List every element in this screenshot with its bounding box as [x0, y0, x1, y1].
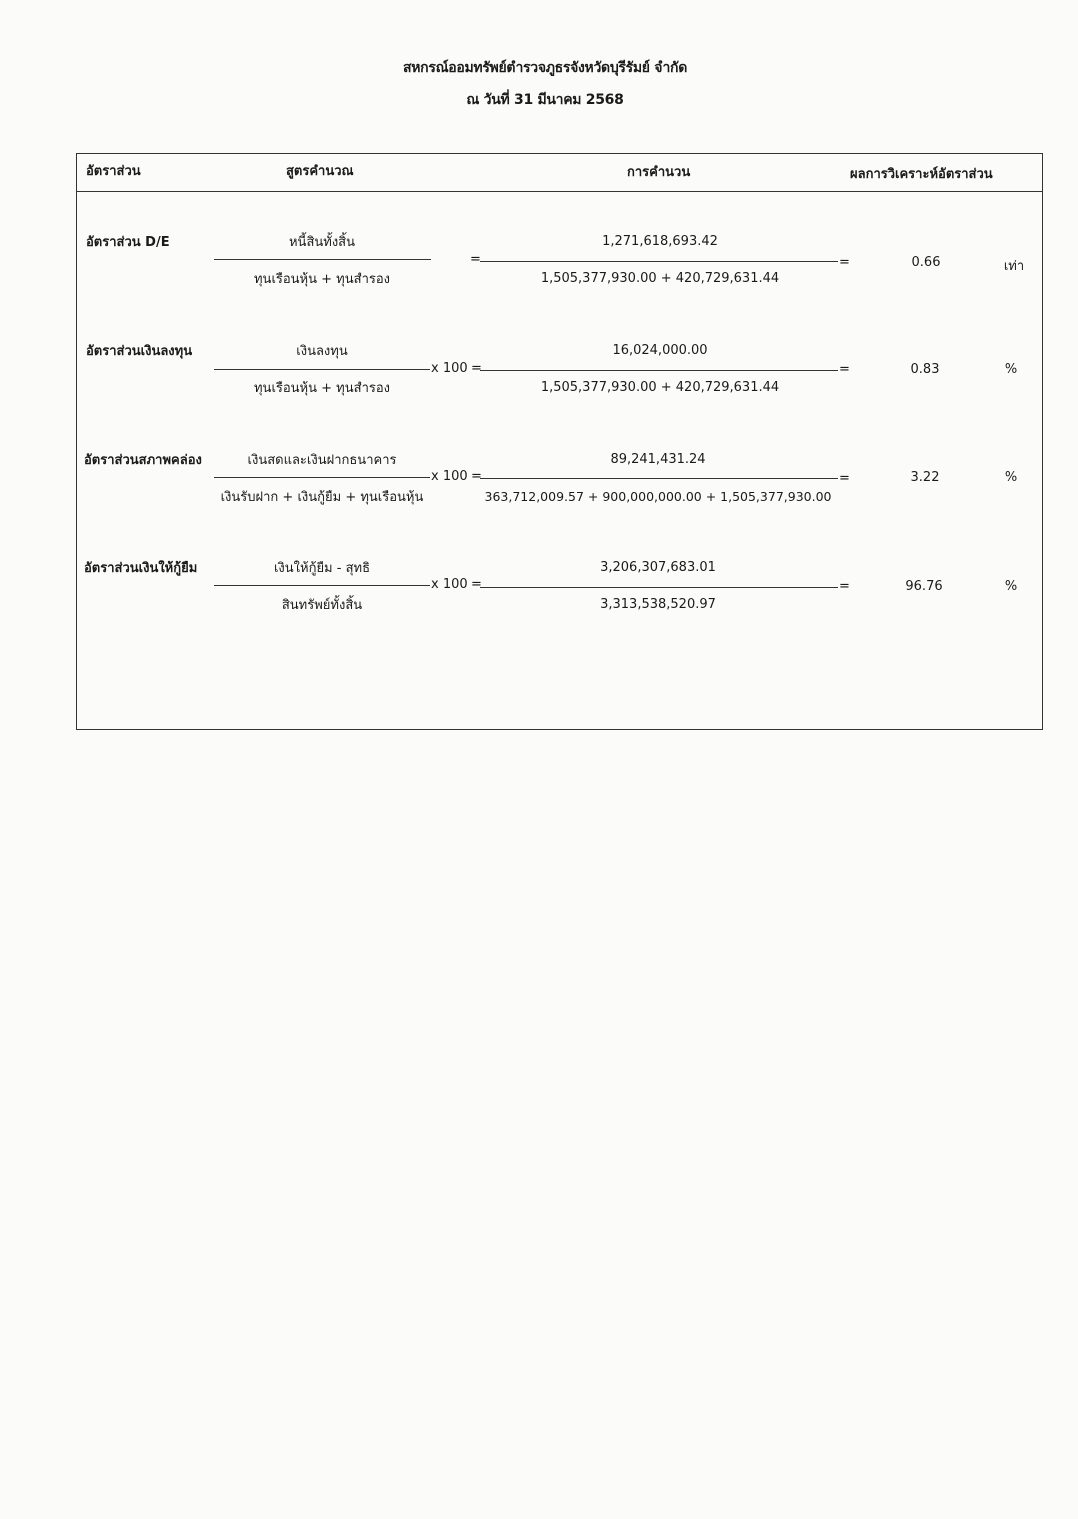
- ratio-name: อัตราส่วนเงินให้กู้ยืม: [84, 561, 198, 576]
- formula-denominator: ทุนเรือนหุ้น + ทุนสำรอง: [253, 381, 391, 396]
- formula-numerator: เงินให้กู้ยืม - สุทธิ: [273, 561, 371, 576]
- equals-sign: =: [471, 577, 482, 592]
- ratio-table-frame: [76, 153, 1043, 730]
- calc-fraction-bar: [480, 478, 838, 479]
- multiplier: x 100: [431, 469, 468, 484]
- calc-fraction-bar: [480, 587, 838, 588]
- formula-numerator: หนี้สินทั้งสิ้น: [288, 235, 356, 250]
- ratio-name: อัตราส่วนสภาพคล่อง: [84, 453, 202, 468]
- header-divider: [76, 191, 1043, 192]
- calc-numerator: 1,271,618,693.42: [602, 234, 718, 249]
- calc-fraction-bar: [480, 370, 838, 371]
- formula-denominator: เงินรับฝาก + เงินกู้ยืม + ทุนเรือนหุ้น: [220, 490, 424, 505]
- multiplier: x 100: [431, 577, 468, 592]
- ratio-result: 0.66: [911, 255, 941, 270]
- ratio-name: อัตราส่วนเงินลงทุน: [86, 344, 193, 359]
- formula-denominator: ทุนเรือนหุ้น + ทุนสำรอง: [253, 272, 391, 287]
- equals-sign: =: [471, 361, 482, 376]
- header-formula: สูตรคำนวณ: [286, 164, 354, 179]
- ratio-result: 0.83: [910, 362, 940, 377]
- result-unit: %: [1004, 579, 1018, 594]
- formula-fraction-bar: [214, 369, 430, 370]
- equals-sign: =: [471, 469, 482, 484]
- header-result: ผลการวิเคราะห์อัตราส่วน: [850, 167, 993, 182]
- calc-numerator: 89,241,431.24: [610, 452, 706, 467]
- formula-fraction-bar: [214, 585, 430, 586]
- calc-denominator: 363,712,009.57 + 900,000,000.00 + 1,505,377,930.00: [484, 489, 832, 504]
- formula-numerator: เงินสดและเงินฝากธนาคาร: [247, 453, 397, 468]
- calc-denominator: 1,505,377,930.00 + 420,729,631.44: [540, 380, 780, 395]
- result-unit: %: [1004, 362, 1018, 377]
- formula-fraction-bar: [214, 477, 430, 478]
- result-unit: เท่า: [1003, 259, 1025, 274]
- result-unit: %: [1004, 470, 1018, 485]
- ratio-result: 96.76: [905, 579, 943, 594]
- formula-fraction-bar: [214, 259, 431, 260]
- document-title: สหกรณ์ออมทรัพย์ตำรวจภูธรจังหวัดบุรีรัมย์ จำกัด: [403, 60, 687, 76]
- ratio-name: อัตราส่วน D/E: [86, 235, 170, 250]
- equals-sign: =: [839, 255, 850, 270]
- equals-sign: =: [839, 471, 850, 486]
- header-calculation: การคำนวน: [627, 165, 691, 180]
- calc-fraction-bar: [480, 261, 838, 262]
- equals-sign: =: [470, 252, 481, 267]
- header-ratio: อัตราส่วน: [86, 164, 141, 179]
- calc-numerator: 16,024,000.00: [612, 343, 708, 358]
- multiplier: x 100: [431, 361, 468, 376]
- calc-denominator: 1,505,377,930.00 + 420,729,631.44: [540, 271, 780, 286]
- ratio-result: 3.22: [910, 470, 940, 485]
- formula-numerator: เงินลงทุน: [296, 344, 348, 359]
- calc-numerator: 3,206,307,683.01: [600, 560, 716, 575]
- document-subtitle: ณ วันที่ 31 มีนาคม 2568: [466, 92, 624, 108]
- formula-denominator: สินทรัพย์ทั้งสิ้น: [281, 598, 363, 613]
- equals-sign: =: [839, 362, 850, 377]
- equals-sign: =: [839, 579, 850, 594]
- calc-denominator: 3,313,538,520.97: [600, 597, 716, 612]
